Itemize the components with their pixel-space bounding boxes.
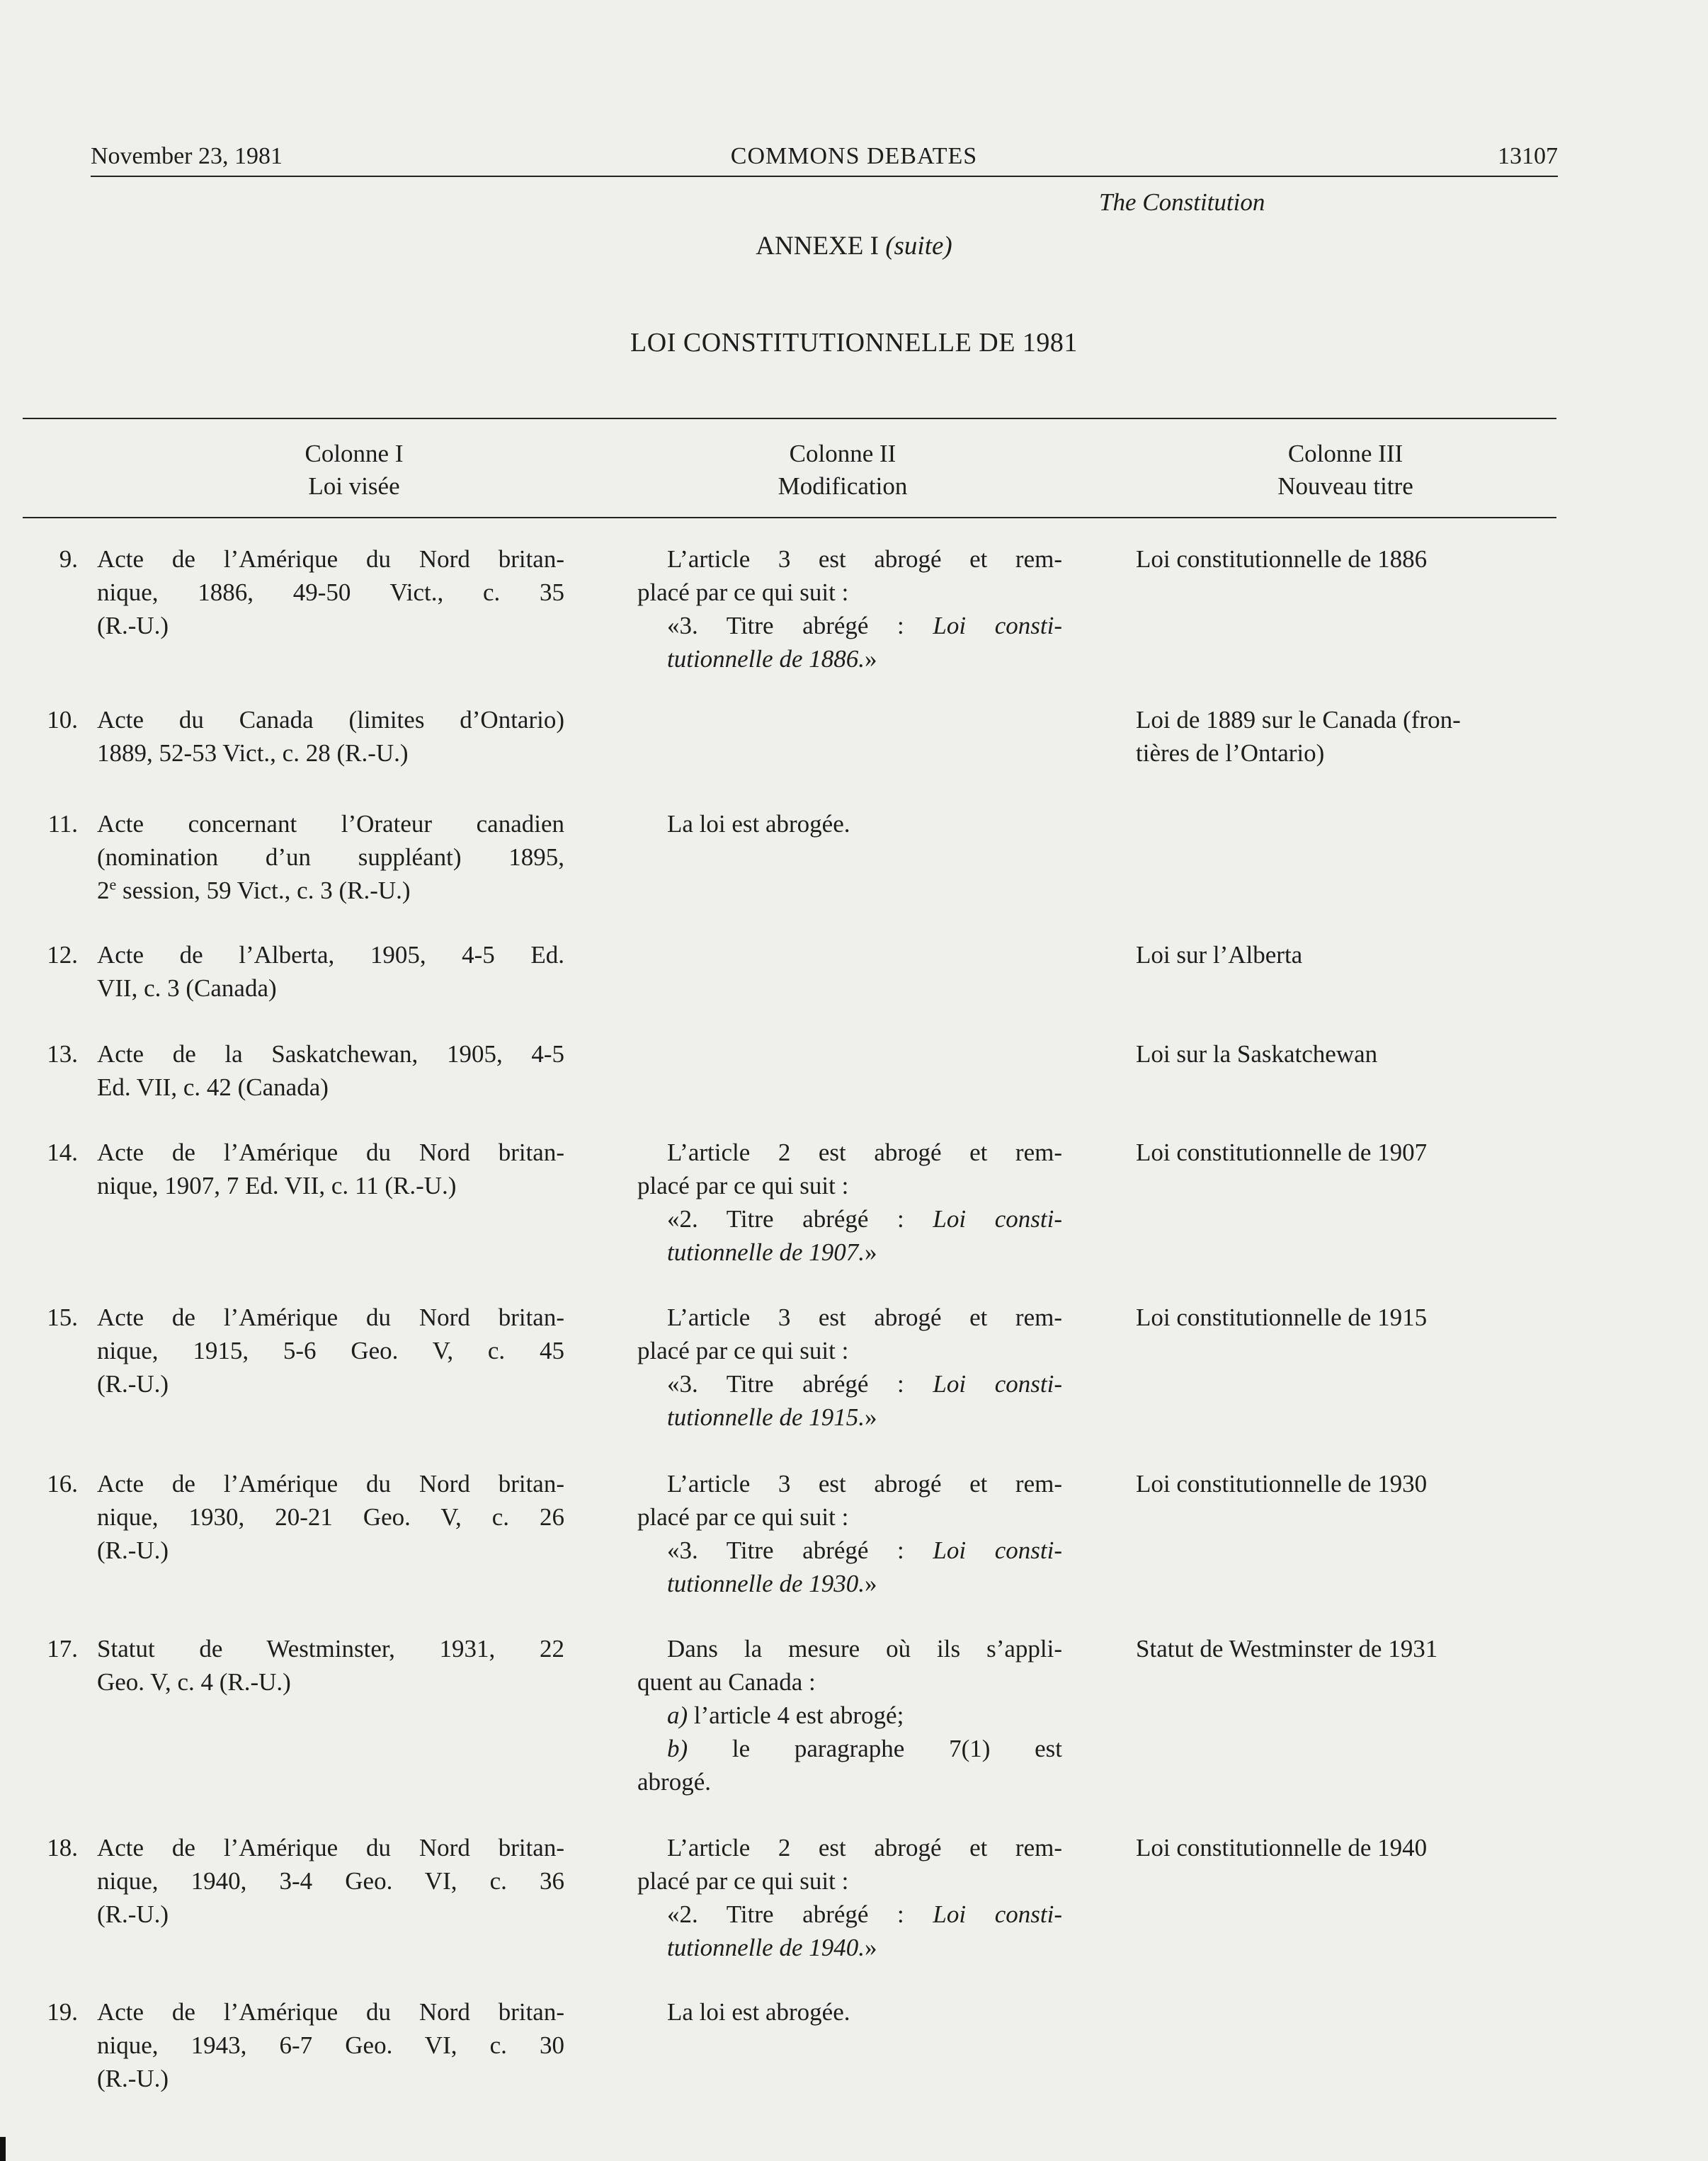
mod-text: «3. Titre abrégé :	[667, 1536, 933, 1564]
modification	[637, 1301, 1062, 1434]
nouveau-titre: Loi constitutionnelle de 1886	[1136, 545, 1428, 573]
mod-line: quent au Canada :	[637, 1668, 816, 1696]
loi-line: Acte de l’Amérique du Nord britan-	[97, 1834, 564, 1861]
mod-text: l’article 4 est abrogé;	[688, 1701, 904, 1729]
mod-text: «3. Titre abrégé :	[667, 1370, 933, 1398]
loi-line: 1889, 52-53 Vict., c. 28 (R.-U.)	[97, 739, 409, 767]
nouveau-titre: Loi sur la Saskatchewan	[1136, 1040, 1378, 1068]
loi-line: Acte de l’Amérique du Nord britan-	[97, 1998, 564, 2026]
mod-line: placé par ce qui suit :	[637, 578, 849, 606]
loi-visee	[97, 1037, 564, 1104]
row-number: 9.	[59, 545, 78, 573]
mod-line	[637, 1202, 1062, 1236]
mod-italic: a)	[667, 1701, 688, 1729]
mod-line: placé par ce qui suit :	[637, 1867, 849, 1895]
mod-line: L’article 2 est abrogé et rem-	[667, 1139, 1062, 1166]
mod-text: »	[864, 1934, 877, 1961]
mod-line: placé par ce qui suit :	[637, 1503, 849, 1531]
loi-text: session, 59 Vict., c. 3 (R.-U.)	[116, 877, 411, 904]
loi-line: (R.-U.)	[97, 1900, 169, 1928]
mod-text: le paragraphe 7(1) est	[688, 1735, 1062, 1762]
nouveau-titre	[1136, 703, 1561, 770]
mod-line	[637, 609, 1062, 642]
column-header-1-label: Loi visée	[308, 472, 400, 500]
loi-line: (nomination d’un suppléant) 1895,	[97, 843, 564, 871]
mod-text: »	[864, 1238, 877, 1266]
mod-line: La loi est abrogée.	[667, 1998, 850, 2026]
mod-line	[637, 1401, 1062, 1434]
loi-visee	[97, 1995, 564, 2095]
nouveau-titre: Statut de Westminster de 1931	[1136, 1635, 1438, 1663]
loi-line: Acte de l’Amérique du Nord britan-	[97, 1470, 564, 1498]
nouveau-titre: Loi sur l’Alberta	[1136, 941, 1303, 969]
mod-text: »	[864, 1403, 877, 1431]
loi-visee	[97, 807, 564, 907]
row-number: 10.	[47, 706, 78, 734]
loi-line: Acte de l’Amérique du Nord britan-	[97, 1139, 564, 1166]
mod-line: abrogé.	[637, 1768, 711, 1796]
mod-text: »	[864, 645, 877, 673]
superscript: e	[109, 875, 117, 894]
titre-line: Loi de 1889 sur le Canada (fron-	[1136, 706, 1461, 734]
column-header-2	[616, 438, 1069, 503]
section-title: The Constitution	[1099, 188, 1265, 216]
row-number: 16.	[47, 1470, 78, 1498]
column-header-3-label: Nouveau titre	[1277, 472, 1413, 500]
mod-italic: tutionnelle de 1886.	[667, 645, 865, 673]
loi-visee	[97, 1831, 564, 1931]
loi-text: 2	[97, 877, 110, 904]
loi-line: (R.-U.)	[97, 1536, 169, 1564]
mod-line	[637, 642, 1062, 675]
modification	[637, 1467, 1062, 1600]
mod-italic: tutionnelle de 1915.	[667, 1403, 865, 1431]
loi-visee	[97, 703, 564, 770]
mod-line	[637, 1931, 1062, 1964]
row-number: 15.	[47, 1304, 78, 1331]
titre-line: tières de l’Ontario)	[1136, 739, 1325, 767]
mod-italic: Loi consti-	[933, 1205, 1063, 1233]
loi-line: (R.-U.)	[97, 2065, 169, 2092]
row-number: 17.	[47, 1635, 78, 1663]
mod-line: L’article 3 est abrogé et rem-	[667, 1304, 1062, 1331]
row-number: 11.	[47, 810, 78, 838]
column-header-1-number: Colonne I	[304, 440, 404, 467]
mod-line: La loi est abrogée.	[667, 810, 850, 838]
nouveau-titre: Loi constitutionnelle de 1940	[1136, 1834, 1428, 1861]
row-number: 13.	[47, 1040, 78, 1068]
loi-line	[97, 874, 564, 907]
loi-line: Acte de la Saskatchewan, 1905, 4-5	[97, 1040, 564, 1068]
loi-line: Statut de Westminster, 1931, 22	[97, 1635, 564, 1663]
column-header-3	[1119, 438, 1572, 503]
modification	[637, 1831, 1062, 1964]
loi-line: Acte de l’Alberta, 1905, 4-5 Ed.	[97, 941, 564, 969]
loi-visee	[97, 542, 564, 642]
modification	[637, 1136, 1062, 1269]
loi-visee	[97, 1467, 564, 1567]
mod-italic: tutionnelle de 1930.	[667, 1570, 865, 1597]
mod-line	[637, 1534, 1062, 1567]
mod-text: «3. Titre abrégé :	[667, 612, 933, 639]
mod-line	[637, 1898, 1062, 1931]
loi-visee	[97, 1301, 564, 1401]
mod-line	[637, 1732, 1062, 1765]
loi-visee	[97, 938, 564, 1005]
column-header-1	[127, 438, 581, 503]
loi-line: Acte de l’Amérique du Nord britan-	[97, 1304, 564, 1331]
row-number: 14.	[47, 1139, 78, 1166]
mod-italic: Loi consti-	[933, 1370, 1063, 1398]
row-number: 19.	[47, 1998, 78, 2026]
row-number: 12.	[47, 941, 78, 969]
nouveau-titre: Loi constitutionnelle de 1930	[1136, 1470, 1428, 1498]
mod-italic: tutionnelle de 1940.	[667, 1934, 865, 1961]
mod-italic: Loi consti-	[933, 1900, 1063, 1928]
loi-line: Geo. V, c. 4 (R.-U.)	[97, 1668, 291, 1696]
mod-italic: tutionnelle de 1907.	[667, 1238, 865, 1266]
loi-line: (R.-U.)	[97, 1370, 169, 1398]
table-top-rule	[23, 418, 1556, 419]
mod-line: L’article 3 est abrogé et rem-	[667, 545, 1062, 573]
mod-italic: Loi consti-	[933, 1536, 1063, 1564]
mod-line: L’article 3 est abrogé et rem-	[667, 1470, 1062, 1498]
mod-text: «2. Titre abrégé :	[667, 1205, 933, 1233]
annexe-heading	[0, 231, 1708, 261]
column-header-2-label: Modification	[778, 472, 908, 500]
header-publication: COMMONS DEBATES	[730, 143, 978, 169]
modification	[637, 1995, 1062, 2029]
loi-line: Acte du Canada (limites d’Ontario)	[97, 706, 564, 734]
mod-line	[637, 1367, 1062, 1401]
loi-line: nique, 1907, 7 Ed. VII, c. 11 (R.-U.)	[97, 1172, 457, 1199]
loi-line: nique, 1915, 5-6 Geo. V, c. 45	[97, 1337, 564, 1364]
table-header-rule	[23, 517, 1556, 518]
header-date: November 23, 1981	[91, 143, 283, 169]
mod-text: »	[864, 1570, 877, 1597]
loi-line: (R.-U.)	[97, 612, 169, 639]
mod-line: placé par ce qui suit :	[637, 1172, 849, 1199]
loi-line: nique, 1943, 6-7 Geo. VI, c. 30	[97, 2031, 564, 2059]
header-page-number: 13107	[1498, 143, 1558, 169]
modification	[637, 542, 1062, 675]
annexe-title: ANNEXE I	[756, 232, 879, 261]
loi-title: LOI CONSTITUTIONNELLE DE 1981	[630, 328, 1078, 358]
loi-line: Ed. VII, c. 42 (Canada)	[97, 1073, 329, 1101]
nouveau-titre: Loi constitutionnelle de 1907	[1136, 1139, 1428, 1166]
nouveau-titre: Loi constitutionnelle de 1915	[1136, 1304, 1428, 1331]
mod-line: placé par ce qui suit :	[637, 1337, 849, 1364]
loi-line: nique, 1930, 20-21 Geo. V, c. 26	[97, 1503, 564, 1531]
loi-line: nique, 1886, 49-50 Vict., c. 35	[97, 578, 564, 606]
mod-line	[637, 1699, 1062, 1732]
loi-visee	[97, 1632, 564, 1699]
mod-italic: b)	[667, 1735, 688, 1762]
modification	[637, 1632, 1062, 1798]
mod-line: L’article 2 est abrogé et rem-	[667, 1834, 1062, 1861]
loi-line: Acte de l’Amérique du Nord britan-	[97, 545, 564, 573]
column-header-3-number: Colonne III	[1287, 440, 1404, 467]
column-header-2-number: Colonne II	[789, 440, 896, 467]
header-rule	[91, 176, 1558, 177]
loi-line: VII, c. 3 (Canada)	[97, 974, 277, 1002]
scan-edge-mark	[0, 2137, 6, 2161]
mod-line	[637, 1236, 1062, 1269]
loi-line: nique, 1940, 3-4 Geo. VI, c. 36	[97, 1867, 564, 1895]
mod-line: Dans la mesure où ils s’appli-	[667, 1635, 1062, 1663]
row-number: 18.	[47, 1834, 78, 1861]
mod-line	[637, 1567, 1062, 1600]
annexe-suite: (suite)	[885, 232, 952, 261]
modification	[637, 807, 1062, 840]
mod-italic: Loi consti-	[933, 612, 1063, 639]
mod-text: «2. Titre abrégé :	[667, 1900, 933, 1928]
loi-visee	[97, 1136, 564, 1202]
loi-line: Acte concernant l’Orateur canadien	[97, 810, 564, 838]
